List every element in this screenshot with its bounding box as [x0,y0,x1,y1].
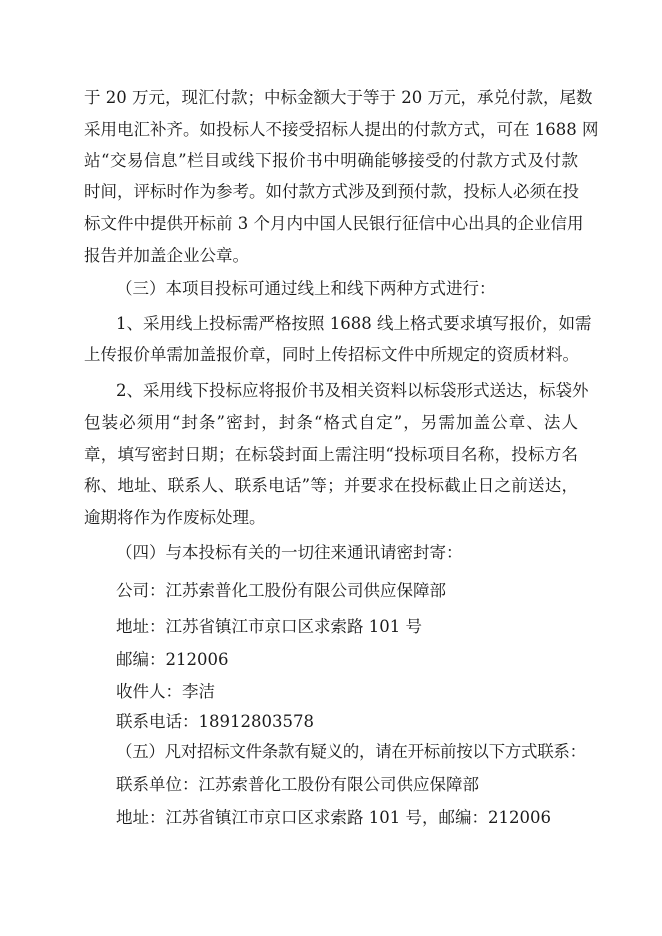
mail-postcode: 邮编：212006 [116,650,229,669]
offline-line: 包装必须用“封条”密封，封条“格式自定”，另需加盖公章、法人 [84,413,578,432]
payment-line: 时间，评标时作为参考。如付款方式涉及到预付款，投标人必须在投 [84,182,579,201]
payment-line: 于 20 万元，现汇付款；中标金额大于等于 20 万元，承兑付款，尾数 [84,88,593,107]
online-line: 上传报价单需加盖报价章，同时上传招标文件中所规定的资质材料。 [84,345,579,364]
section3-heading: （三）本项目投标可通过线上和线下两种方式进行： [116,279,496,298]
offline-line: 称、地址、联系人、联系电话”等；并要求在投标截止日之前送达， [84,476,578,495]
contact-address: 地址：江苏省镇江市京口区求索路 101 号，邮编：212006 [116,808,551,827]
payment-line: 报告并加盖企业公章。 [84,246,249,265]
offline-line: 逾期将作为作废标处理。 [84,508,266,527]
mail-phone: 联系电话：18912803578 [116,712,314,731]
online-line: 1、采用线上投标需严格按照 1688 线上格式要求填写报价，如需 [116,314,592,333]
section5-heading: （五）凡对招标文件条款有疑义的，请在开标前按以下方式联系： [116,742,586,761]
mail-address: 地址：江苏省镇江市京口区求索路 101 号 [116,617,422,636]
offline-line: 2、采用线下投标应将报价书及相关资料以标袋形式送达，标袋外 [116,381,589,400]
section4-heading: （四）与本投标有关的一切往来通讯请密封寄： [116,543,463,562]
payment-line: 标文件中提供开标前 3 个月内中国人民银行征信中心出具的企业信用 [84,214,584,233]
mail-recipient: 收件人：李洁 [116,682,215,701]
mail-company: 公司：江苏索普化工股份有限公司供应保障部 [116,581,446,600]
offline-line: 章，填写密封日期；在标袋封面上需注明“投标项目名称，投标方名 [84,445,578,464]
payment-line: 站“交易信息”栏目或线下报价书中明确能够接受的付款方式及付款 [84,151,578,170]
payment-line: 采用电汇补齐。如投标人不接受招标人提出的付款方式，可在 1688 网 [84,120,599,139]
contact-unit: 联系单位：江苏索普化工股份有限公司供应保障部 [116,775,479,794]
